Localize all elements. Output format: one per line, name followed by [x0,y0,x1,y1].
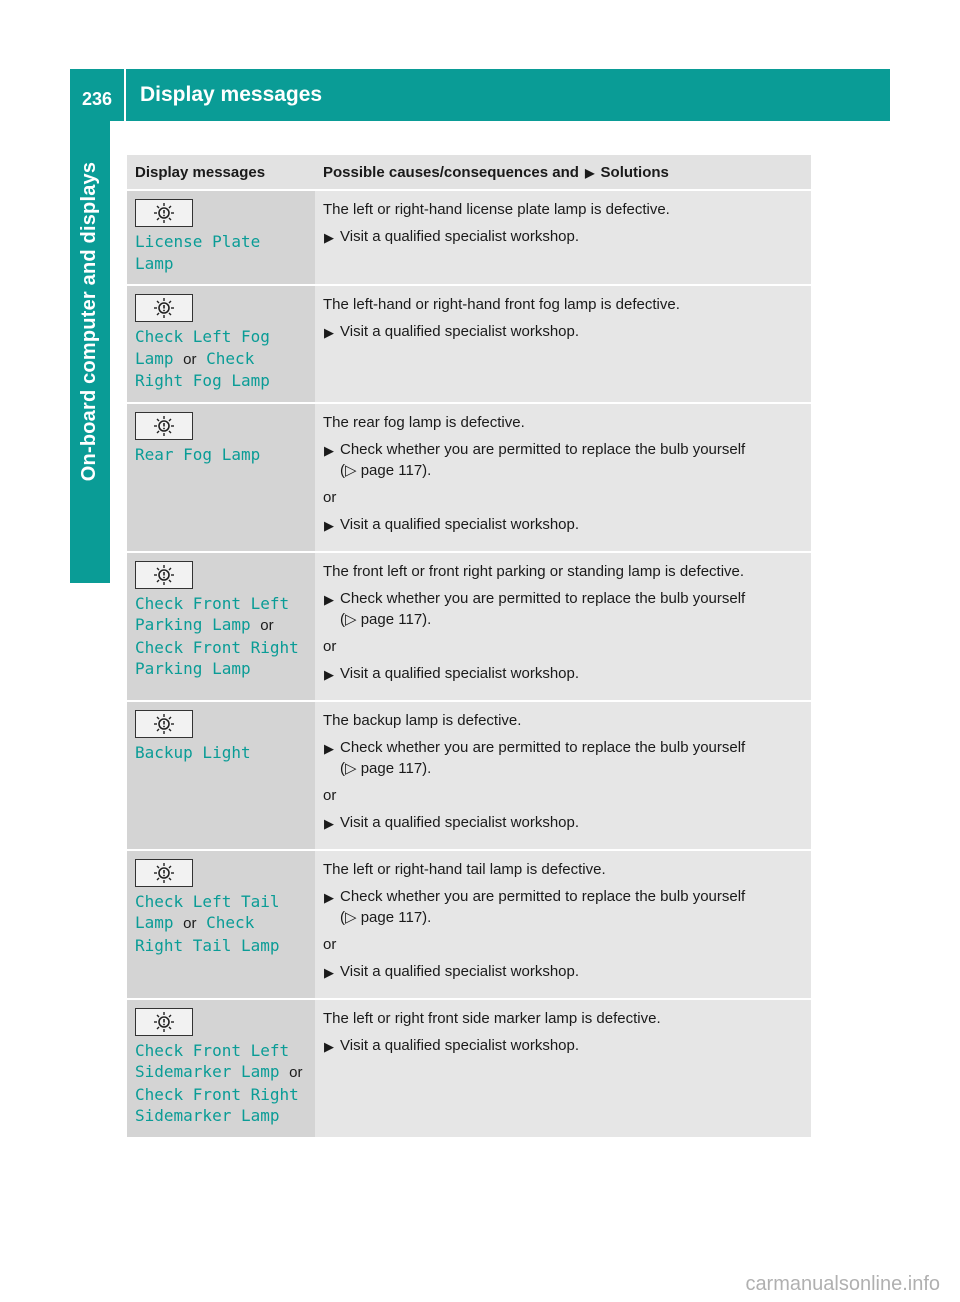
display-message-text: Check Front Left Sidemarker Lamp or Check Front Right Sidemarker Lamp [135,1040,303,1125]
solution-step: ▶ Visit a qualified specialist workshop. [323,226,803,247]
triangle-ref-icon: ▷ [345,610,357,628]
solution-step: ▶ Visit a qualified specialist workshop. [323,663,803,684]
display-message-text: License Plate Lamp [135,232,261,273]
triangle-right-icon: ▶ [324,815,334,831]
cause-text: The left or right-hand license plate lamp is defective. [323,201,670,218]
display-cell [127,850,315,999]
triangle-ref-icon: ▷ [345,461,357,479]
or-text: or [323,935,337,953]
triangle-right-icon: ▶ [324,889,334,905]
cause-text: The backup lamp is defective. [323,711,522,729]
display-messages-table [127,155,811,1137]
display-cell [127,190,315,285]
display-message-text: Check Left Fog Lamp or Check Right Fog Lamp [135,327,270,390]
triangle-right-icon: ▶ [324,591,334,607]
display-cell [127,285,315,403]
bulb-warning-icon [135,1008,193,1036]
triangle-right-icon: ▶ [324,517,334,533]
solution-cell [315,999,811,1137]
page-header [70,69,890,121]
bulb-warning-icon [135,199,193,227]
solution-cell [315,552,811,701]
or-text: or [323,488,337,506]
side-tab-label: On-board computer and displays [78,161,101,481]
solution-cell [315,701,811,850]
section-title: Display messages [140,83,323,106]
triangle-ref-icon: ▷ [345,759,357,777]
solution-step: ▶ Check whether you are permitted to replace the bulb yourself (▷ page 117). [324,738,746,777]
bulb-warning-icon [135,412,193,440]
table-row [127,552,811,701]
watermark: carmanualsonline.info [745,1273,940,1295]
display-message-text: Check Left Tail Lamp or Check Right Tail Lamp [135,891,280,955]
solution-step: ▶ Check whether you are permitted to replace the bulb yourself (▷ page 117). [324,887,746,926]
column-header-solutions [315,155,811,190]
cause-text: The left or right-hand tail lamp is defective. [323,860,606,878]
solution-step: ▶ Visit a qualified specialist workshop. [323,812,803,833]
triangle-ref-icon: ▷ [345,908,357,926]
cause-text: The front left or front right parking or standing lamp is defective. [323,562,745,580]
solution-step: ▶ Visit a qualified specialist workshop. [323,514,803,535]
display-message-text: Rear Fog Lamp [135,444,261,464]
solution-step: ▶ Visit a qualified specialist workshop. [323,321,803,342]
display-cell [127,999,315,1137]
table-row [127,285,811,403]
column-header-solutions-pre: Possible causes/consequences and [323,164,579,181]
table-header-row [127,155,811,190]
table-row [127,999,811,1137]
triangle-right-icon: ▶ [324,325,334,340]
display-message-text: Backup Light [135,742,251,762]
solution-step: ▶ Visit a qualified specialist workshop. [323,961,803,982]
display-cell [127,701,315,850]
triangle-right-icon: ▶ [324,442,334,458]
column-header-solutions-post: Solutions [600,164,669,181]
solution-step: ▶ Check whether you are permitted to replace the bulb yourself (▷ page 117). [324,589,746,628]
bulb-warning-icon [135,561,193,589]
triangle-right-icon: ▶ [585,166,595,180]
page-number: 236 [70,69,126,121]
column-header-display-messages: Display messages [127,155,315,190]
or-text: or [323,637,337,655]
table-row [127,403,811,552]
solution-step: ▶ Visit a qualified specialist workshop. [323,1035,803,1056]
solution-cell [315,403,811,552]
solution-step: ▶ Check whether you are permitted to replace the bulb yourself (▷ page 117). [324,440,746,479]
table-row [127,701,811,850]
solution-cell [315,850,811,999]
display-cell [127,552,315,701]
triangle-right-icon: ▶ [324,964,334,980]
side-tab-label-wrap [70,121,110,521]
cause-text: The left or right front side marker lamp is defective. [323,1009,661,1027]
or-text: or [323,786,337,804]
triangle-right-icon: ▶ [324,666,334,682]
bulb-warning-icon [135,294,193,322]
triangle-right-icon: ▶ [324,1038,334,1054]
table-row [127,190,811,285]
triangle-right-icon: ▶ [324,740,334,756]
solution-cell [315,190,811,285]
solution-cell [315,285,811,403]
cause-text: The rear fog lamp is defective. [323,413,525,431]
triangle-right-icon: ▶ [324,230,334,245]
display-cell [127,403,315,552]
cause-text: The left-hand or right-hand front fog lamp is defective. [323,296,680,313]
bulb-warning-icon [135,710,193,738]
display-message-text: Check Front Left Parking Lamp or Check Front Right Parking Lamp [135,593,299,678]
bulb-warning-icon [135,859,193,887]
table-row [127,850,811,999]
